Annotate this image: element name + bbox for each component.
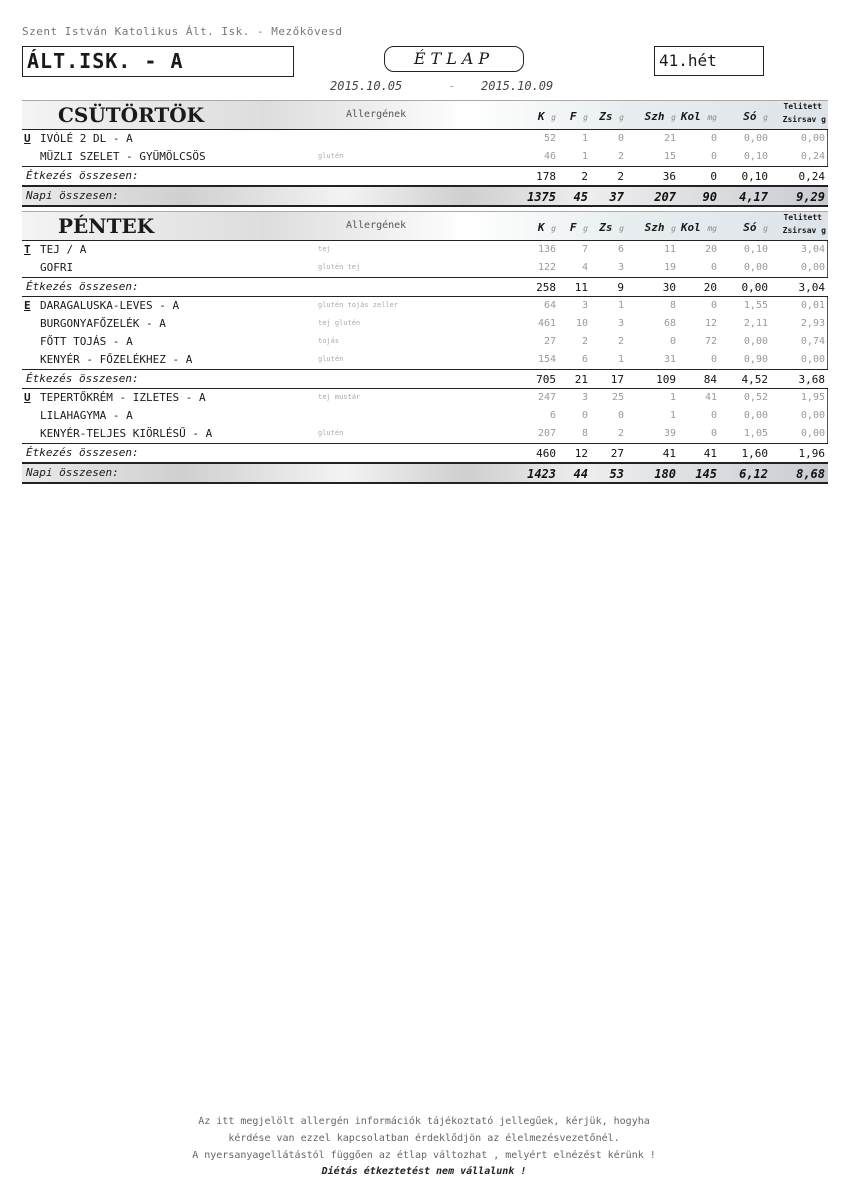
value-cell: 0,01 [800,300,825,311]
dish-allergens: tej [318,245,331,253]
row-border [827,297,828,315]
value-cell: 1423 [527,467,556,481]
value-cell: 84 [703,373,717,386]
value-cell: 41 [662,447,676,460]
dish-allergens: glutén tej [318,263,361,271]
telitett-header: Telitett [783,102,822,111]
day-section [22,100,828,207]
column-header [743,110,768,123]
list-item [22,259,828,277]
value-cell: 31 [663,354,676,365]
value-cell: 45 [573,190,588,204]
column-unit: g [619,224,624,233]
list-item [22,297,828,315]
row-border [827,407,828,425]
etlap-label: ÉTLAP [384,46,524,72]
value-cell: 0 [581,410,588,421]
value-cell: 0,10 [743,244,768,255]
row-border [827,333,828,351]
date-separator: - [448,79,456,93]
list-item [22,425,828,443]
dish-allergens: glutén [318,355,344,363]
column-header [645,110,676,123]
column-unit: mg [707,224,717,233]
meal-mark: U [24,391,31,404]
value-cell: 0,00 [743,262,768,273]
value-cell: 2 [581,170,588,183]
value-cell: 27 [543,336,556,347]
value-cell: 21 [574,373,588,386]
value-cell: 4,17 [739,190,768,204]
meal-total-row [22,166,828,186]
daily-total-row [22,463,828,484]
dish-name: MÜZLI SZELET - GYÜMÖLCSÖS [40,150,206,163]
value-cell: 3 [617,262,624,273]
value-cell: 20 [703,281,717,294]
dish-name: IVÓLÉ 2 DL - A [40,132,133,145]
value-cell: 178 [536,170,556,183]
column-header [681,221,717,234]
column-header [599,221,624,234]
meal-total-label: Étkezés összesen: [26,446,139,459]
value-cell: 3 [617,318,624,329]
column-unit: g [763,224,768,233]
meal-total-row [22,369,828,389]
column-header [681,110,717,123]
value-cell: 0 [710,262,717,273]
column-label: Zs [599,221,613,234]
footer-line-1: Az itt megjelölt allergén információk tájékoztató jellegűek, kérjük, hogyha [198,1116,650,1127]
dish-allergens: glutén [318,152,344,160]
meal-total-label: Étkezés összesen: [26,280,139,293]
menu-title: ÁLT.ISK. - A [27,49,184,73]
meal-mark: U [24,132,31,145]
row-border [827,315,828,333]
list-item [22,351,828,369]
value-cell: 207 [537,428,556,439]
meal-total-row [22,277,828,297]
value-cell: 705 [536,373,556,386]
value-cell: 2 [581,336,588,347]
value-cell: 1 [581,151,588,162]
date-from: 2015.10.05 [330,79,403,93]
day-name: CSÜTÖRTÖK [58,103,205,127]
value-cell: 8 [581,428,588,439]
value-cell: 1,05 [743,428,768,439]
column-label: Szh [644,110,665,123]
menu-title-box [22,46,294,77]
column-header [570,110,588,123]
value-cell: 0 [710,133,717,144]
value-cell: 154 [537,354,556,365]
value-cell: 247 [537,392,556,403]
value-cell: 21 [663,133,676,144]
value-cell: 41 [703,447,717,460]
day-header [22,100,828,130]
value-cell: 1 [669,392,676,403]
daily-total-label: Napi összesen: [26,466,119,479]
row-border [827,351,828,369]
value-cell: 0,90 [743,354,768,365]
column-header [645,221,676,234]
row-border [827,425,828,443]
column-unit: mg [707,113,717,122]
zsirsav-header [783,115,826,124]
value-cell: 8,68 [796,467,825,481]
value-cell: 1,55 [743,300,768,311]
column-label: Só [743,110,757,123]
row-border [827,148,828,166]
value-cell: 12 [574,447,588,460]
value-cell: 72 [704,336,717,347]
value-cell: 3,68 [798,373,825,386]
value-cell: 0 [710,300,717,311]
value-cell: 6 [549,410,556,421]
row-border [827,389,828,407]
value-cell: 53 [609,467,624,481]
value-cell: 2,11 [743,318,768,329]
footer-line-4: Diétás étkeztetést nem vállalunk ! [321,1166,527,1177]
value-cell: 27 [610,447,624,460]
column-label: Kol [680,110,701,123]
value-cell: 0 [710,428,717,439]
value-cell: 36 [662,170,676,183]
column-unit: g [763,113,768,122]
list-item [22,389,828,407]
column-unit: g [671,113,676,122]
dish-allergens: tojás [318,337,340,345]
value-cell: 0,00 [743,410,768,421]
dish-name: DARAGALUSKA-LEVES - A [40,299,180,312]
value-cell: 136 [537,244,556,255]
day-section [22,211,828,484]
value-cell: 0,00 [743,336,768,347]
value-cell: 0,00 [800,262,825,273]
week-box [654,46,764,76]
daily-total-row [22,186,828,207]
value-cell: 0,52 [743,392,768,403]
value-cell: 0,10 [741,170,768,183]
column-label: Szh [644,221,665,234]
date-to: 2015.10.09 [481,79,554,93]
value-cell: 0 [710,410,717,421]
meal-total-label: Étkezés összesen: [26,372,139,385]
value-cell: 15 [663,151,676,162]
value-cell: 37 [609,190,624,204]
row-border [827,241,828,259]
list-item [22,333,828,351]
value-cell: 0,74 [800,336,825,347]
dish-name: BURGONYAFŐZELÉK - A [40,317,166,330]
value-cell: 46 [543,151,556,162]
value-cell: 3,04 [800,244,825,255]
value-cell: 3,04 [798,281,825,294]
value-cell: 20 [704,244,717,255]
zsirsav-header [783,226,826,235]
meal-total-label: Étkezés összesen: [26,169,139,182]
list-item [22,130,828,148]
column-label: Só [743,221,757,234]
value-cell: 0,00 [800,428,825,439]
row-border [827,130,828,148]
value-cell: 109 [656,373,676,386]
dish-allergens: glutén [318,429,344,437]
value-cell: 0 [710,151,717,162]
value-cell: 4,52 [741,373,768,386]
dish-name: TEJ / A [40,243,87,256]
dish-name: TEPERTŐKRÉM - IZLETES - A [40,391,206,404]
list-item [22,407,828,425]
footer-line-3: A nyersanyagellátástól függően az étlap változhat , melyért elnézést kérünk ! [192,1150,656,1161]
column-label: Zs [599,110,613,123]
column-label: K [537,110,545,123]
value-cell: 19 [663,262,676,273]
school-name: Szent István Katolikus Ált. Isk. - Mezőkövesd [22,25,343,38]
value-cell: 0 [617,410,624,421]
zsirsav-unit: g [821,115,826,124]
column-unit: g [671,224,676,233]
dish-name: KENYÉR - FŐZELÉKHEZ - A [40,353,193,366]
meal-total-row [22,443,828,463]
value-cell: 6 [617,244,624,255]
value-cell: 460 [536,447,556,460]
value-cell: 2 [617,151,624,162]
meal-mark: T [24,243,31,256]
value-cell: 2 [617,336,624,347]
value-cell: 461 [537,318,556,329]
value-cell: 6 [581,354,588,365]
meal-mark: E [24,299,31,312]
week-number: 41.hét [659,51,717,70]
value-cell: 4 [581,262,588,273]
dish-name: KENYÉR-TELJES KIÖRLÉSŰ - A [40,427,213,440]
column-label: F [569,110,577,123]
value-cell: 1,60 [741,447,768,460]
list-item [22,241,828,259]
dish-allergens: glutén tojás zeller [318,301,399,309]
value-cell: 1,96 [798,447,825,460]
value-cell: 0 [669,336,676,347]
value-cell: 6,12 [739,467,768,481]
value-cell: 0,10 [743,151,768,162]
column-unit: g [619,113,624,122]
dish-name: LILAHAGYMA - A [40,409,133,422]
value-cell: 0,24 [800,151,825,162]
daily-total-label: Napi összesen: [26,189,119,202]
value-cell: 180 [654,467,676,481]
column-header [538,221,556,234]
value-cell: 9,29 [796,190,825,204]
value-cell: 12 [704,318,717,329]
value-cell: 1 [581,133,588,144]
list-item [22,315,828,333]
zsirsav-label: Zsirsav [782,115,817,124]
value-cell: 207 [654,190,676,204]
allergens-header: Allergének [346,109,407,120]
value-cell: 64 [543,300,556,311]
value-cell: 68 [663,318,676,329]
dish-name: FŐTT TOJÁS - A [40,335,133,348]
value-cell: 3 [581,300,588,311]
column-header [570,221,588,234]
zsirsav-unit: g [821,226,826,235]
row-border [827,259,828,277]
value-cell: 39 [663,428,676,439]
value-cell: 8 [669,300,676,311]
value-cell: 0 [710,170,717,183]
dish-allergens: tej glutén [318,319,361,327]
value-cell: 1 [617,354,624,365]
list-item [22,148,828,166]
day-header [22,211,828,241]
value-cell: 0 [710,354,717,365]
column-unit: g [583,224,588,233]
value-cell: 0,00 [741,281,768,294]
value-cell: 0,00 [800,354,825,365]
value-cell: 17 [610,373,624,386]
value-cell: 25 [611,392,624,403]
value-cell: 10 [575,318,588,329]
value-cell: 52 [543,133,556,144]
value-cell: 1,95 [800,392,825,403]
value-cell: 11 [663,244,676,255]
value-cell: 3 [581,392,588,403]
value-cell: 0,00 [800,133,825,144]
day-name: PÉNTEK [58,214,155,238]
value-cell: 30 [662,281,676,294]
footer-line-2: kérdése van ezzel kapcsolatban érdeklődjön az élelmezésvezetőnél. [228,1133,620,1144]
value-cell: 0,24 [798,170,825,183]
value-cell: 145 [695,467,717,481]
allergens-header: Allergének [346,220,407,231]
column-header [599,110,624,123]
value-cell: 1 [617,300,624,311]
column-header [743,221,768,234]
value-cell: 11 [574,281,588,294]
value-cell: 2 [617,428,624,439]
column-label: K [537,221,545,234]
value-cell: 2,93 [800,318,825,329]
value-cell: 0 [617,133,624,144]
value-cell: 0,00 [743,133,768,144]
column-label: F [569,221,577,234]
value-cell: 7 [581,244,588,255]
column-unit: g [551,224,556,233]
column-label: Kol [680,221,701,234]
value-cell: 44 [573,467,588,481]
dish-name: GOFRI [40,261,74,274]
value-cell: 1375 [527,190,556,204]
value-cell: 258 [536,281,556,294]
value-cell: 41 [704,392,717,403]
dish-allergens: tej mustár [318,393,361,401]
value-cell: 2 [617,170,624,183]
zsirsav-label: Zsirsav [782,226,817,235]
value-cell: 1 [669,410,676,421]
value-cell: 0,00 [800,410,825,421]
telitett-header: Telitett [783,213,822,222]
column-unit: g [551,113,556,122]
value-cell: 90 [702,190,717,204]
value-cell: 122 [537,262,556,273]
column-unit: g [583,113,588,122]
value-cell: 9 [617,281,624,294]
column-header [538,110,556,123]
